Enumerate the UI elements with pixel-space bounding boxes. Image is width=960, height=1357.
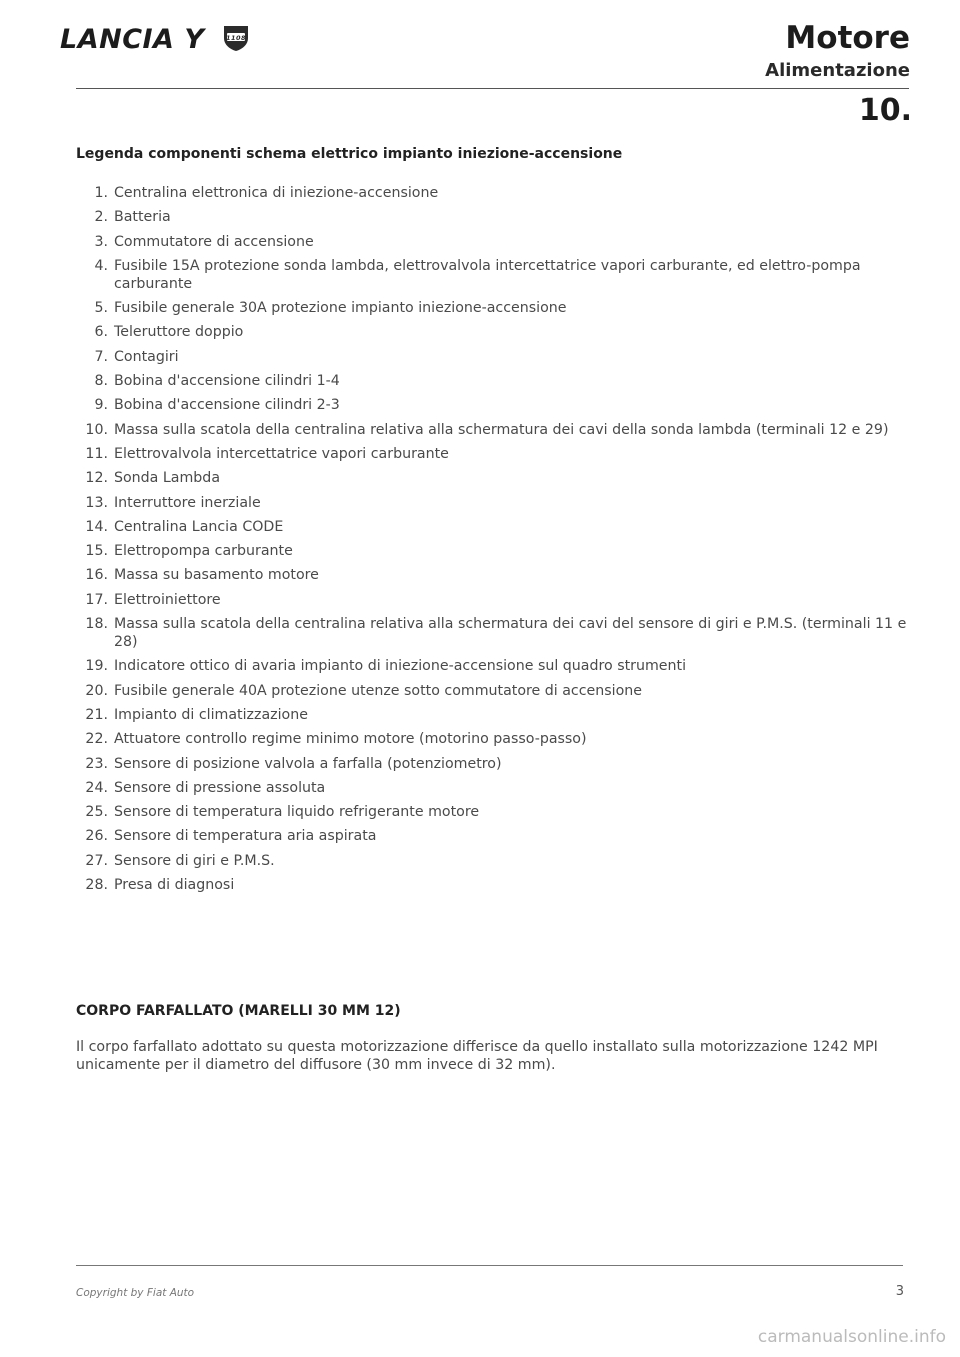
legend-item — [90, 257, 920, 293]
legend-item-number: 25. — [85, 804, 108, 821]
legend-item-text: Centralina elettronica di iniezione-accensione — [114, 185, 439, 201]
legend-item-text: Sensore di temperatura liquido refrigerante motore — [114, 804, 480, 821]
lancia-logo-icon — [220, 24, 252, 52]
legend-item — [90, 372, 920, 390]
legend-item — [85, 518, 920, 536]
legend-item-number: 27. — [85, 852, 108, 869]
legend-item-number: 13. — [85, 494, 108, 511]
legend-item — [85, 591, 920, 609]
legend-item-number: 3. — [94, 233, 108, 250]
legend-item-text: Commutatore di accensione — [114, 233, 314, 250]
legend-item-text: Elettropompa carburante — [114, 543, 293, 560]
legend-item-text: Fusibile generale 30A protezione impianto iniezione-accensione — [114, 300, 567, 317]
legend-item-number: 15. — [85, 543, 108, 560]
legend-item-number: 22. — [85, 731, 108, 748]
legend-item-number: 17. — [85, 591, 108, 608]
legend-list — [85, 184, 920, 900]
legend-item-text: Sensore di giri e P.M.S. — [114, 852, 275, 869]
section-paragraph: Il corpo farfallato adottato su questa motorizzazione differisce da quello installato sulla motorizzazione 1242 MPI unicamente per il diametro del diffusore (30 mm invece di 32 mm). — [76, 1039, 878, 1073]
legend-item-number: 6. — [94, 324, 108, 341]
legend-item — [90, 299, 920, 317]
legend-item-text: Sonda Lambda — [114, 470, 221, 487]
section-heading: CORPO FARFALLATO (MARELLI 30 MM 12) — [76, 1003, 401, 1019]
legend-item — [90, 348, 920, 366]
legend-item-text: Massa sulla scatola della centralina relativa alla schermatura dei cavi del sensore di giri e P.M.S. (terminali 11 e 28) — [114, 616, 907, 651]
legend-item — [85, 615, 920, 651]
page-number: 3 — [895, 1284, 904, 1299]
legend-item-number: 23. — [85, 755, 108, 772]
legend-item — [85, 566, 920, 584]
legend-item-number: 8. — [94, 373, 108, 390]
legend-item — [90, 396, 920, 414]
legend-item-text: Centralina Lancia CODE — [114, 518, 284, 535]
legend-item-text: Fusibile generale 40A protezione utenze sotto commutatore di accensione — [114, 682, 642, 699]
legend-item-number: 9. — [94, 397, 108, 414]
legend-item — [85, 469, 920, 487]
legend-item-text: Contagiri — [114, 348, 179, 365]
legend-item — [85, 755, 920, 773]
legend-item-number: 19. — [85, 658, 108, 675]
legend-item — [85, 706, 920, 724]
legend-item-number: 1. — [94, 185, 108, 201]
legend-item — [85, 421, 920, 439]
legend-item-number: 26. — [85, 828, 108, 845]
legend-item — [85, 494, 920, 512]
watermark: carmanualsonline.info — [757, 1327, 946, 1347]
legend-item-number: 11. — [85, 445, 108, 462]
legend-item-number: 24. — [85, 779, 108, 796]
legend-item — [85, 779, 920, 797]
legend-item — [85, 803, 920, 821]
legend-title: Legenda componenti schema elettrico impianto iniezione-accensione — [76, 146, 623, 162]
legend-item-number: 16. — [85, 567, 108, 584]
legend-item-text: Bobina d'accensione cilindri 2-3 — [114, 397, 340, 414]
legend-item-number: 18. — [85, 616, 108, 633]
chapter-number: 10. — [858, 93, 912, 128]
legend-item-text: Impianto di climatizzazione — [114, 706, 308, 723]
legend-item-number: 7. — [94, 348, 108, 365]
legend-item-number: 12. — [85, 470, 108, 487]
legend-item-text: Massa sulla scatola della centralina relativa alla schermatura dei cavi della sonda lambda (terminali 12 e 29) — [114, 421, 889, 438]
legend-item — [90, 233, 920, 251]
legend-item — [90, 184, 920, 202]
legend-item-number: 10. — [85, 421, 108, 438]
legend-item — [85, 852, 920, 870]
legend-item-number: 5. — [94, 300, 108, 317]
legend-item-text: Interruttore inerziale — [114, 494, 261, 511]
legend-item — [85, 876, 920, 894]
logo-text: 1108 — [226, 33, 247, 42]
legend-item — [85, 827, 920, 845]
legend-item-text: Batteria — [114, 209, 171, 226]
legend-item-text: Sensore di posizione valvola a farfalla (potenziometro) — [114, 755, 502, 772]
legend-item-number: 14. — [85, 518, 108, 535]
legend-item — [85, 657, 920, 675]
legend-item-text: Attuatore controllo regime minimo motore (motorino passo-passo) — [114, 731, 587, 748]
brand-text: LANCIA Y — [60, 24, 205, 55]
section-title: Motore — [785, 20, 910, 56]
legend-item-number: 21. — [85, 706, 108, 723]
legend-item-text: Massa su basamento motore — [114, 567, 319, 584]
legend-item-text: Fusibile 15A protezione sonda lambda, elettrovalvola intercettatrice vapori carburante, ed elettro-pompa carburante — [114, 257, 861, 292]
brand-title — [60, 24, 252, 55]
legend-item-text: Elettrovalvola intercettatrice vapori carburante — [114, 445, 449, 462]
legend-item-number: 2. — [94, 209, 108, 226]
legend-item-text: Bobina d'accensione cilindri 1-4 — [114, 373, 340, 390]
legend-item-text: Presa di diagnosi — [114, 877, 235, 894]
section-subtitle: Alimentazione — [765, 60, 910, 81]
legend-item — [85, 445, 920, 463]
footer-rule — [76, 1265, 903, 1266]
legend-item-number: 28. — [85, 877, 108, 894]
header-rule — [76, 88, 909, 89]
legend-item — [85, 542, 920, 560]
legend-item — [90, 208, 920, 226]
legend-item-text: Indicatore ottico di avaria impianto di iniezione-accensione sul quadro strumenti — [114, 658, 687, 675]
legend-item-text: Elettroiniettore — [114, 591, 221, 608]
legend-item-number: 20. — [85, 682, 108, 699]
legend-item-number: 4. — [94, 257, 108, 274]
legend-item-text: Sensore di temperatura aria aspirata — [114, 828, 377, 845]
legend-item-text: Teleruttore doppio — [114, 324, 244, 341]
footer-copyright: Copyright by Fiat Auto — [76, 1287, 195, 1299]
legend-item — [90, 323, 920, 341]
legend-item-text: Sensore di pressione assoluta — [114, 779, 326, 796]
legend-item — [85, 730, 920, 748]
legend-item — [85, 682, 920, 700]
